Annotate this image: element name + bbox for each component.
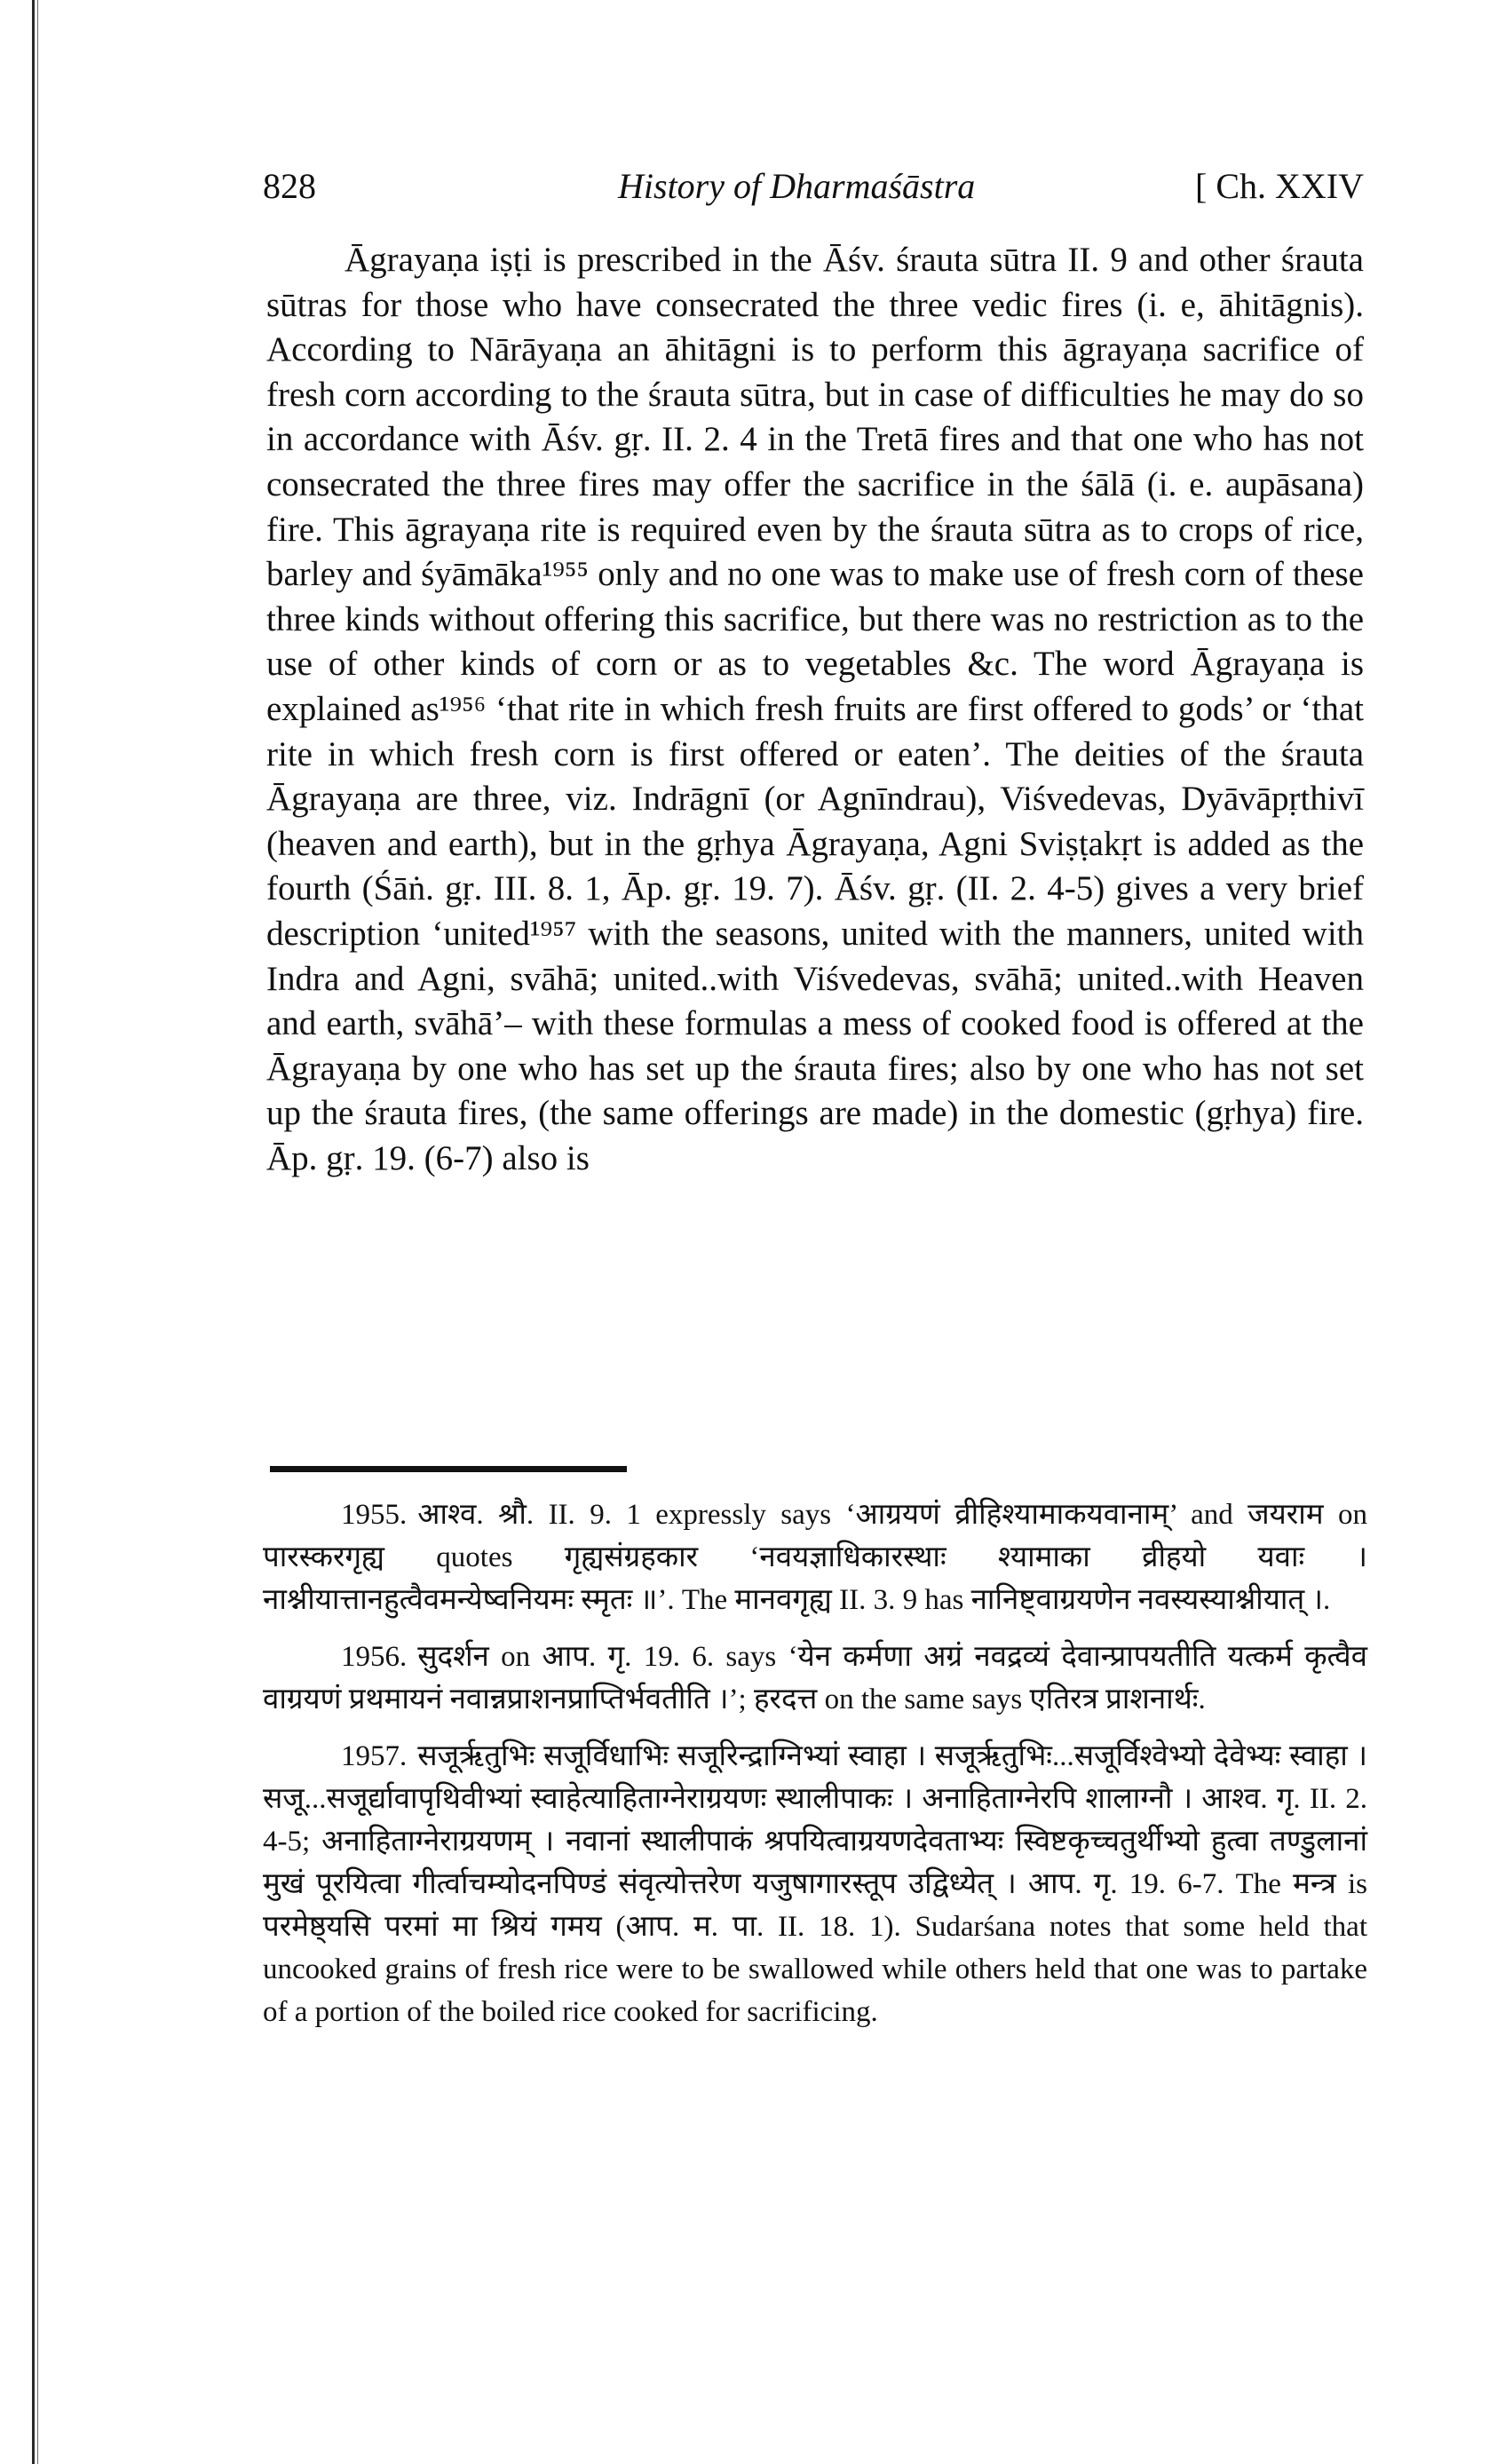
footnote-number: 1955. xyxy=(341,1499,408,1531)
footnote-1957 xyxy=(263,1735,1367,2033)
footnote-1955 xyxy=(263,1493,1367,1621)
footnote-separator-rule xyxy=(270,1466,627,1472)
footnote-text: सजूर्ऋतुभिः सजूर्विधाभिः सजूरिन्द्राग्निभ्यां स्वाहा । सजूर्ऋतुभिः...सजूर्विश्वेभ्यो देवेभ्यः स्वाहा । सजू...सजूर्द्यावापृथिवीभ्यां स्वाहेत्याहिताग्नेराग्रयणः स्थालीपाकः । अनाहिताग्नेरपि शालाग्नौ । आश्व. गृ. II. 2. 4-5; अनाहिताग्नेराग्रयणम् । नवानां स्थालीपाकं श्रपयित्वाग्रयणदेवताभ्यः स्विष्टकृच्चतुर्थीभ्यो हुत्वा तण्डुलानां मुखं पूरयित्वा गीर्त्वाचम्योदनपिण्डं संवृत्योत्तरेण यजुषागारस्तूप उद्विध्येत् । आप. गृ. 19. 6-7. The मन्त्र is परमेष्ठ्यसि परमां मा श्रियं गमय (आप. म. पा. II. 18. 1). Sudarśana notes that some held that uncooked grains of fresh rice were to be swallowed while others held that one was to partake of a portion of the boiled rice cooked for sacrificing. xyxy=(263,1740,1367,2028)
footnote-text: सुदर्शन on आप. गृ. 19. 6. says ‘येन कर्मणा अग्रं नवद्रव्यं देवान्प्रापयतीति यत्कर्म कृत्वैव वाग्रयणं प्रथमायनं नवान्नप्राशनप्राप्तिर्भवतीति ।’; हरदत्त on the same says एतिरत्र प्राशनार्थः. xyxy=(263,1641,1367,1715)
scan-edge-line-thin xyxy=(37,0,38,2464)
footnote-number: 1956. xyxy=(341,1641,408,1673)
chapter-label: [ Ch. XXIV xyxy=(1195,166,1364,206)
footnote-number: 1957. xyxy=(341,1740,408,1772)
running-header xyxy=(263,165,1364,218)
scan-edge-line xyxy=(32,0,35,2464)
footnote-text: आश्व. श्रौ. II. 9. 1 expressly says ‘आग्रयणं व्रीहिश्यामाकयवानाम्’ and जयराम on पारस्करगृह्य quotes गृह्यसंग्रहकार ‘नवयज्ञाधिकारस्थाः श्यामाका व्रीहयो यवाः । नाश्नीयात्तानहुत्वैवमन्येष्वनियमः स्मृतः ॥’. The मानवगृह्य II. 3. 9 has नानिष्ट्वाग्रयणेन नवस्यस्याश्नीयात् ।. xyxy=(263,1499,1367,1616)
running-title: History of Dharmaśāstra xyxy=(618,166,976,206)
footnote-1956 xyxy=(263,1636,1367,1721)
footnotes-section xyxy=(263,1493,1367,2048)
page-number: 828 xyxy=(263,166,316,206)
main-paragraph: Āgrayaṇa iṣṭi is prescribed in the Āśv. śrauta sūtra II. 9 and other śrauta sūtras for those who have consecrated the three vedic fires (i. e, āhitāgnis). According to Nārāyaṇa an āhitāgni is to perform this āgrayaṇa sacrifice of fresh corn according to the śrauta sūtra, but in case of difficulties he may do so in accordance with Āśv. gṛ. II. 2. 4 in the Tretā fires and that one who has not consecrated the three fires may offer the sacrifice in the śālā (i. e. aupāsana) fire. This āgrayaṇa rite is required even by the śrauta sūtra as to crops of rice, barley and śyāmāka¹⁹⁵⁵ only and no one was to make use of fresh corn of these three kinds without offering this sacrifice, but there was no restriction as to the use of other kinds of corn or as to vegetables &c. The word Āgrayaṇa is explained as¹⁹⁵⁶ ‘that rite in which fresh fruits are first offered to gods’ or ‘that rite in which fresh corn is first offered or eaten’. The deities of the śrauta Āgrayaṇa are three, viz. Indrāgnī (or Agnīndrau), Viśvedevas, Dyāvāpṛthivī (heaven and earth), but in the gṛhya Āgrayaṇa, Agni Sviṣṭakṛt is added as the fourth (Śāṅ. gṛ. III. 8. 1, Āp. gṛ. 19. 7). Āśv. gṛ. (II. 2. 4-5) gives a very brief description ‘united¹⁹⁵⁷ with the seasons, united with the manners, united with Indra and Agni, svāhā; united..with Viśvedevas, svāhā; united..with Heaven and earth, svāhā’– with these formulas a mess of cooked food is offered at the Āgrayaṇa by one who has set up the śrauta fires; also by one who has not set up the śrauta fires, (the same offerings are made) in the domestic (gṛhya) fire. Āp. gṛ. 19. (6-7) also is xyxy=(266,241,1364,1177)
